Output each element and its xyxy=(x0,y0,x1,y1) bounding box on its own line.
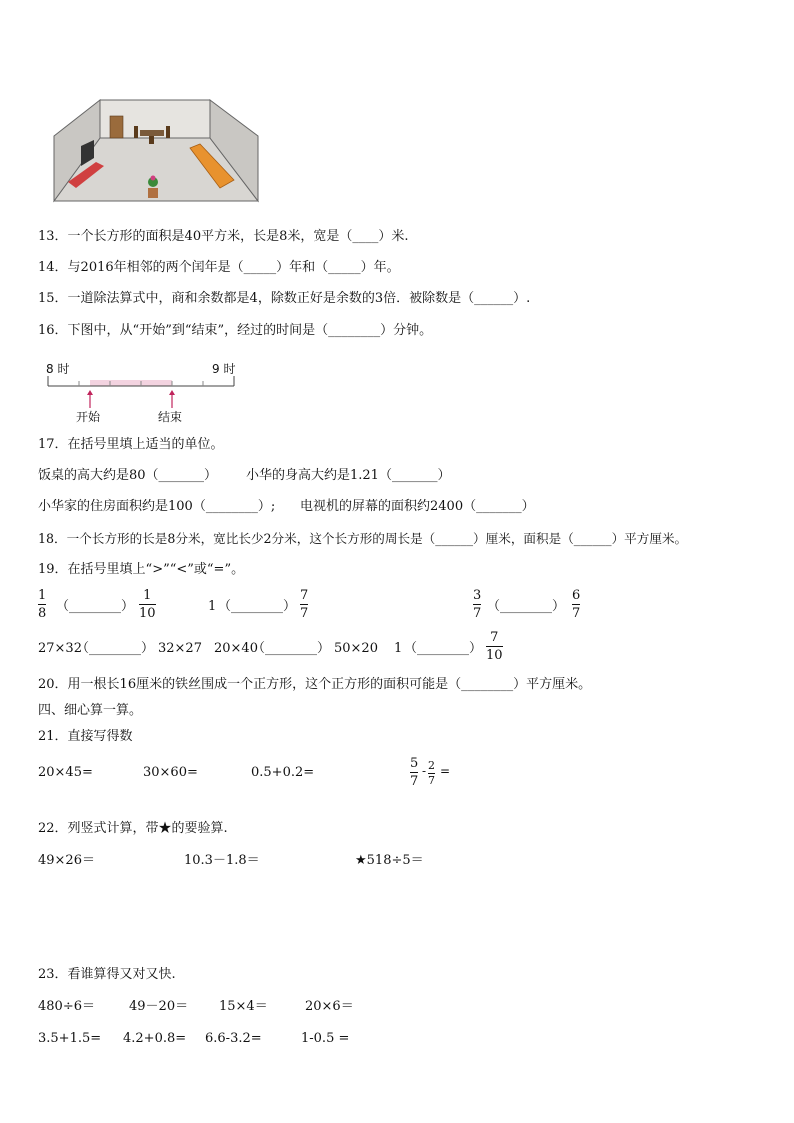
question-18: 18．一个长方形的长是8分米，宽比长少2分米，这个长方形的周长是（______）厘米，面积是（______）平方厘米。 xyxy=(38,531,688,546)
quick-calc-item: 15×4＝ xyxy=(219,999,268,1014)
calc-item: 30×60= xyxy=(143,765,198,780)
quick-calc-item: 480÷6＝ xyxy=(38,999,95,1014)
expr-27x32: 27×32 xyxy=(38,641,82,656)
compare-blank: （________） xyxy=(76,641,155,656)
timeline-start-label: 8 时 xyxy=(46,362,70,376)
fraction-1-10: 1 10 xyxy=(139,588,156,621)
quick-calc-item: 49－20＝ xyxy=(129,999,189,1014)
calc-item: 20×45= xyxy=(38,765,93,780)
elapsed-band xyxy=(90,380,172,386)
section-4-heading: 四、细心算一算。 xyxy=(38,703,143,718)
compare-blank: （________） xyxy=(404,641,483,656)
quick-calc-item: 3.5+1.5= xyxy=(38,1031,102,1046)
start-label: 开始 xyxy=(76,410,101,424)
number-one: 1 xyxy=(394,641,403,656)
expr-32x27: 32×27 xyxy=(158,641,202,656)
fraction-6-7: 6 7 xyxy=(572,588,581,621)
timeline xyxy=(44,360,254,430)
chair-1 xyxy=(134,126,138,138)
minus-sign: - xyxy=(422,764,427,778)
door xyxy=(110,116,123,138)
expr-20x40: 20×40 xyxy=(214,641,258,656)
compare-blank: （________） xyxy=(56,599,135,614)
end-label: 结束 xyxy=(158,410,183,424)
quick-calc-item: 6.6-3.2= xyxy=(205,1031,262,1046)
compare-blank: （________） xyxy=(252,641,331,656)
chair-3 xyxy=(149,136,154,144)
quick-calc-item: 20×6＝ xyxy=(305,999,354,1014)
fraction-2-7: 2 7 xyxy=(428,759,435,787)
timeline-axis xyxy=(44,372,254,408)
fraction-3-7: 3 7 xyxy=(473,588,482,621)
question-17: 17．在括号里填上适当的单位。 xyxy=(38,437,224,452)
q17-item-b: 小华的身高大约是1.21（_______） xyxy=(246,468,451,483)
fraction-7-10: 7 10 xyxy=(486,630,503,663)
compare-blank: （________） xyxy=(487,599,566,614)
vertical-calc-item: 49×26＝ xyxy=(38,853,95,868)
expr-50x20: 50×20 xyxy=(334,641,378,656)
flower-pot xyxy=(148,188,158,198)
question-16: 16．下图中，从“开始”到“结束”，经过的时间是（________）分钟。 xyxy=(38,323,433,338)
question-13: 13．一个长方形的面积是40平方米，长是8米，宽是（____）米. xyxy=(38,229,409,244)
question-20: 20．用一根长16厘米的铁丝围成一个正方形，这个正方形的面积可能是（________）平方厘米。 xyxy=(38,677,592,692)
timeline-end-label: 9 时 xyxy=(212,362,236,376)
quick-calc-item: 4.2+0.8= xyxy=(123,1031,187,1046)
equals-sign: = xyxy=(440,764,451,778)
q17-item-a: 饭桌的高大约是80（_______） xyxy=(38,468,218,483)
vertical-calc-item: 10.3－1.8＝ xyxy=(184,853,260,868)
question-19: 19．在括号里填上“>”“<”或“=”。 xyxy=(38,562,245,577)
flower-bloom xyxy=(151,176,156,181)
question-15: 15．一道除法算式中，商和余数都是4，除数正好是余数的3倍．被除数是（______）. xyxy=(38,291,531,306)
question-21: 21．直接写得数 xyxy=(38,729,133,744)
chair-2 xyxy=(166,126,170,138)
vertical-calc-item: ★518÷5＝ xyxy=(355,853,424,868)
q17-item-d: 电视机的屏幕的面积约2400（_______） xyxy=(300,499,535,514)
fraction-5-7: 5 7 xyxy=(410,756,419,789)
question-23: 23．看谁算得又对又快. xyxy=(38,967,176,982)
question-22: 22．列竖式计算，带★的要验算. xyxy=(38,821,228,836)
number-one: 1 xyxy=(208,599,217,614)
fraction-1-8: 1 8 xyxy=(38,588,47,621)
table xyxy=(140,130,164,136)
quick-calc-item: 1-0.5 = xyxy=(301,1031,350,1046)
calc-item: 0.5+0.2= xyxy=(251,765,315,780)
fraction-7-7: 7 7 xyxy=(300,588,309,621)
q17-item-c: 小华家的住房面积约是100（________）; xyxy=(38,499,276,514)
room-illustration xyxy=(48,96,264,216)
question-14: 14．与2016年相邻的两个闰年是（_____）年和（_____）年。 xyxy=(38,260,400,275)
compare-blank: （________） xyxy=(218,599,297,614)
